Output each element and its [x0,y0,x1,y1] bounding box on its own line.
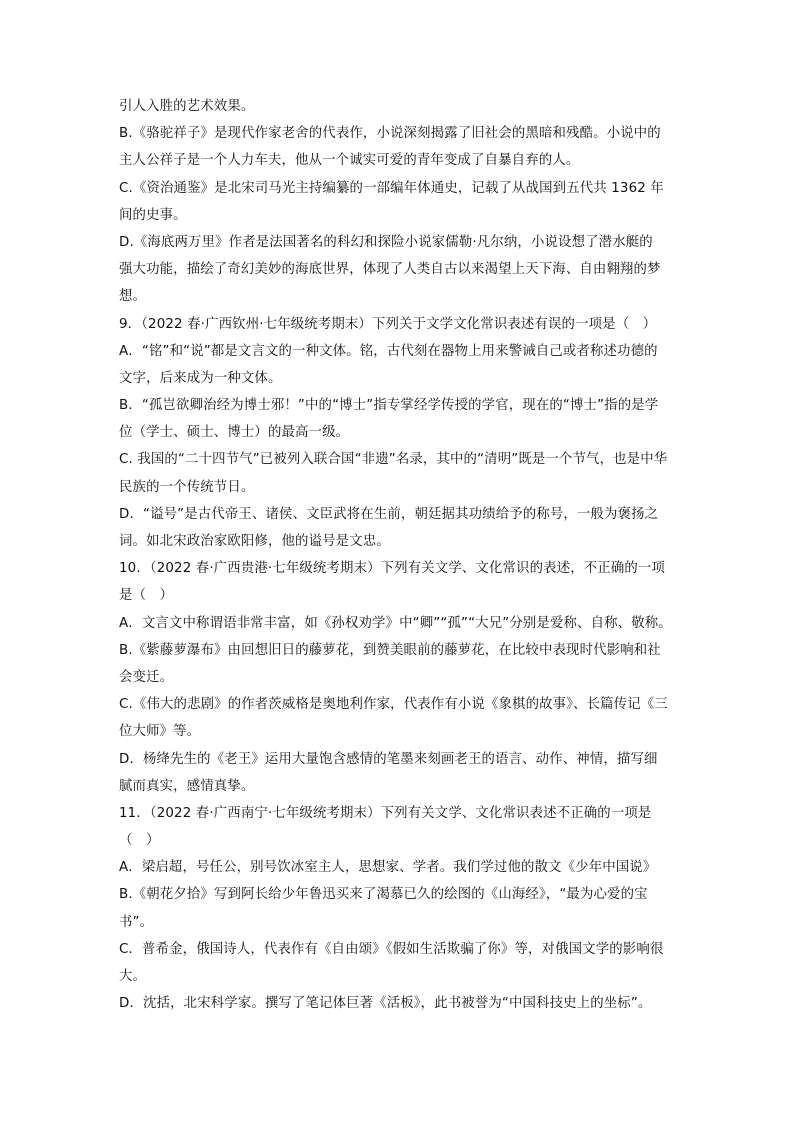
text-line: 主人公祥子是一个人力车夫，他从一个诚实可爱的青年变成了自暴自弃的人。 [119,153,580,169]
text-line: D．杨绛先生的《老王》运用大量饱含感情的笔墨来刻画老王的语言、动作、神情，描写细 [119,751,658,767]
text-line: C.《资治通鉴》是北宋司马光主持编纂的一部编年体通史，记载了从战国到五代共 1362 年 [119,180,664,196]
document-page [119,93,679,1017]
text-line: 是（ ） [119,588,174,604]
question-header: 11．（2022 春·广西南宁·七年级统考期末）下列有关文学、文化常识表述不正确的一项是 [119,805,652,821]
text-line: 想。 [119,289,147,305]
text-line: D．“谥号”是古代帝王、诸侯、文臣武将在生前，朝廷据其功绩给予的称号，一般为褒扬之 [119,506,659,522]
text-line: 文字，后来成为一种文体。 [119,370,282,386]
text-line: 书”。 [119,914,154,930]
text-line: 民族的一个传统节日。 [119,479,255,495]
text-line: 大。 [119,969,147,984]
text-line: D.《海底两万里》作者是法国著名的科幻和探险小说家儒勒·凡尔纳，小说设想了潜水艇的 [119,234,653,250]
text-line: C. 我国的“二十四节气”已被列入联合国“非遗”名录，其中的“清明”既是一个节气，也是中华 [119,452,668,468]
text-line: 位大师》等。 [119,724,201,740]
text-line: A．梁启超，号任公，别号饮冰室主人，思想家、学者。我们学过他的散文《少年中国说》 [119,860,657,876]
text-line: C.《伟大的悲剧》的作者茨威格是奥地利作家，代表作有小说《象棋的故事》、长篇传记《三 [119,697,668,713]
text-line: C．普希金，俄国诗人，代表作有《自由颂》《假如生活欺骗了你》等，对俄国文学的影响很 [119,941,664,957]
text-line: B.《朝花夕拾》写到阿长给少年鲁迅买来了渴慕已久的绘图的《山海经》，“最为心爱的宝 [119,887,648,903]
question-header: 9．（2022 春·广西钦州·七年级统考期末）下列关于文学文化常识表述有误的一项是（ ） [119,316,657,332]
text-line: A．文言文中称谓语非常丰富，如《孙权劝学》中“卿”“孤”“大兄”分别是爱称、自称、敬称。 [119,615,672,631]
text-line: 间的史事。 [119,207,187,223]
text-line: 词。如北宋政治家欧阳修，他的谥号是文忠。 [119,534,390,549]
text-line: 引人入胜的艺术效果。 [119,99,255,114]
text-line: 会变迁。 [119,669,174,685]
text-line: D．沈括，北宋科学家。撰写了笔记体巨著《活板》，此书被誉为“中国科技史上的坐标”。 [119,996,652,1012]
text-line: 位（学士、硕士、博士）的最高一级。 [119,425,350,441]
text-line: 强大功能，描绘了奇幻美妙的海底世界，体现了人类自古以来渴望上天下海、自由翱翔的梦 [119,262,661,278]
text-line: B．“孤岂欲卿治经为博士邪！”中的“博士”指专掌经学传授的学官，现在的“博士”指的是学 [119,398,659,414]
text-line: B.《紫藤萝瀑布》由回想旧日的藤萝花，到赞美眼前的藤萝花，在比较中表现时代影响和社 [119,642,661,658]
text-line: 腻而真实，感情真挚。 [119,778,255,794]
text-line: A．“铭”和“说”都是文言文的一种文体。铭，古代刻在器物上用来警诫自己或者称述功德的 [119,343,658,359]
text-line: （ ） [119,833,160,849]
text-line: B.《骆驼祥子》是现代作家老舍的代表作，小说深刻揭露了旧社会的黑暗和残酷。小说中的 [119,126,661,142]
question-header: 10．（2022 春·广西贵港·七年级统考期末）下列有关文学、文化常识的表述，不正确的一项 [119,561,665,577]
